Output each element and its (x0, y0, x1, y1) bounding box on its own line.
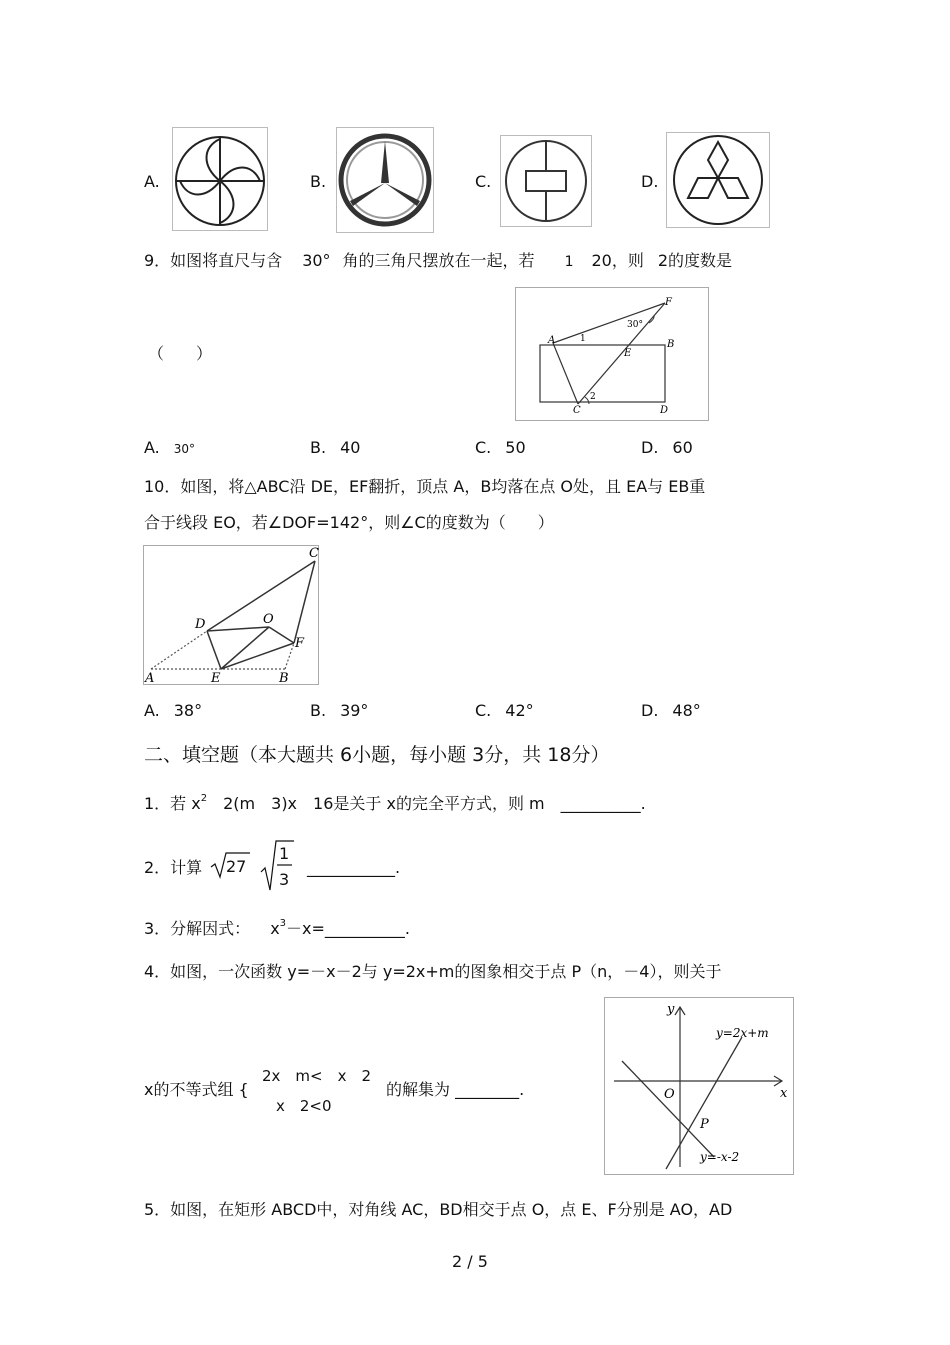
fill-q4-graph (604, 997, 794, 1175)
q9-option-a: A. 30° (144, 438, 196, 457)
fill-q4-prefix: x的不等式组 { (144, 1080, 249, 1099)
q10-option-a: A. 38° (144, 701, 203, 720)
fill-q2-radical-27: 27 (210, 850, 250, 884)
fill-q2-blank: ___________. (307, 858, 401, 877)
svg-text:B: B (667, 339, 675, 350)
svg-text:1: 1 (580, 334, 586, 344)
svg-text:A: A (145, 671, 155, 685)
svg-text:x: x (780, 1086, 788, 1101)
q8-option-a-figure (172, 127, 268, 231)
svg-text:F: F (295, 636, 305, 651)
q8-option-b-figure (336, 127, 434, 233)
fill-q4-suffix: 的解集为 ________. (386, 1080, 525, 1099)
fill-q3: 3．分解因式： $x^3-x=\_\_\_\_\_\_\_\_\_\_$. (144, 918, 410, 938)
section-heading: 二、填空题（本大题共 6小题，每小题 3分，共 18分） (144, 744, 610, 766)
fill-q4-line1: 4．如图，一次函数 y=－x－2与 y=2x+m的图象相交于点 P（n，－4），则关于 (144, 962, 722, 981)
q9-stem: 9．如图将直尺与含 30° 角的三角尺摆放在一起，若 1 20，则 2的度数是 (144, 251, 733, 270)
q8-option-c-figure (500, 135, 592, 227)
svg-text:30°: 30° (627, 320, 643, 330)
fill-q1: 1．若 $x^2$ 2(m 3)x 16是关于 x的完全平方式，则 m __________. (144, 793, 646, 813)
svg-text:O: O (664, 1087, 675, 1102)
q10-option-d: D. 48° (641, 701, 701, 720)
q9-option-d: D. 60 (641, 438, 693, 457)
svg-text:A: A (548, 335, 556, 346)
fill-q2-label: 2．计算 (144, 858, 203, 877)
svg-text:O: O (263, 612, 274, 627)
q9-option-b: B. 40 (310, 438, 361, 457)
q10-stem-line1: 10．如图，将△ABC沿 DE，EF翻折，顶点 A，B均落在点 O处，且 EA与 EB重 (144, 477, 706, 496)
q8-option-c-label: C. (475, 172, 492, 191)
svg-text:D: D (195, 617, 206, 632)
q10-figure (143, 545, 319, 685)
q10-option-c: C. 42° (475, 701, 534, 720)
q9-answer-paren: （ ） (148, 344, 213, 363)
fill-q4-system-row2: x 2<0 (276, 1097, 332, 1115)
svg-text:2: 2 (590, 392, 596, 402)
svg-text:y=-x-2: y=-x-2 (700, 1150, 740, 1164)
svg-text:B: B (279, 671, 289, 685)
q9-option-c: C. 50 (475, 438, 526, 457)
fill-q2-radical-fraction: 1 3 (260, 838, 296, 896)
svg-text:P: P (700, 1117, 709, 1132)
svg-text:C: C (573, 405, 581, 416)
page-number: 2 / 5 (452, 1252, 488, 1271)
q10-stem-line2: 合于线段 EO，若∠DOF=142°，则∠C的度数为（ ） (144, 513, 554, 532)
svg-text:D: D (660, 405, 669, 416)
svg-text:C: C (309, 546, 319, 561)
fill-q4-system-row1: 2x m< x 2 (262, 1067, 372, 1085)
svg-text:E: E (211, 671, 221, 685)
q8-option-d-label: D. (641, 172, 659, 191)
q8-option-a-label: A. (144, 172, 160, 191)
q10-option-b: B. 39° (310, 701, 369, 720)
q9-figure (515, 287, 709, 421)
svg-text:y=2x+m: y=2x+m (716, 1026, 769, 1040)
svg-text:F: F (665, 297, 672, 308)
svg-text:E: E (624, 348, 632, 359)
svg-text:y: y (667, 1002, 675, 1017)
q8-option-d-figure (666, 132, 770, 228)
q8-option-b-label: B. (310, 172, 327, 191)
fill-q5-line1: 5．如图，在矩形 ABCD中，对角线 AC，BD相交于点 O，点 E、F分别是 AO，AD (144, 1200, 733, 1219)
